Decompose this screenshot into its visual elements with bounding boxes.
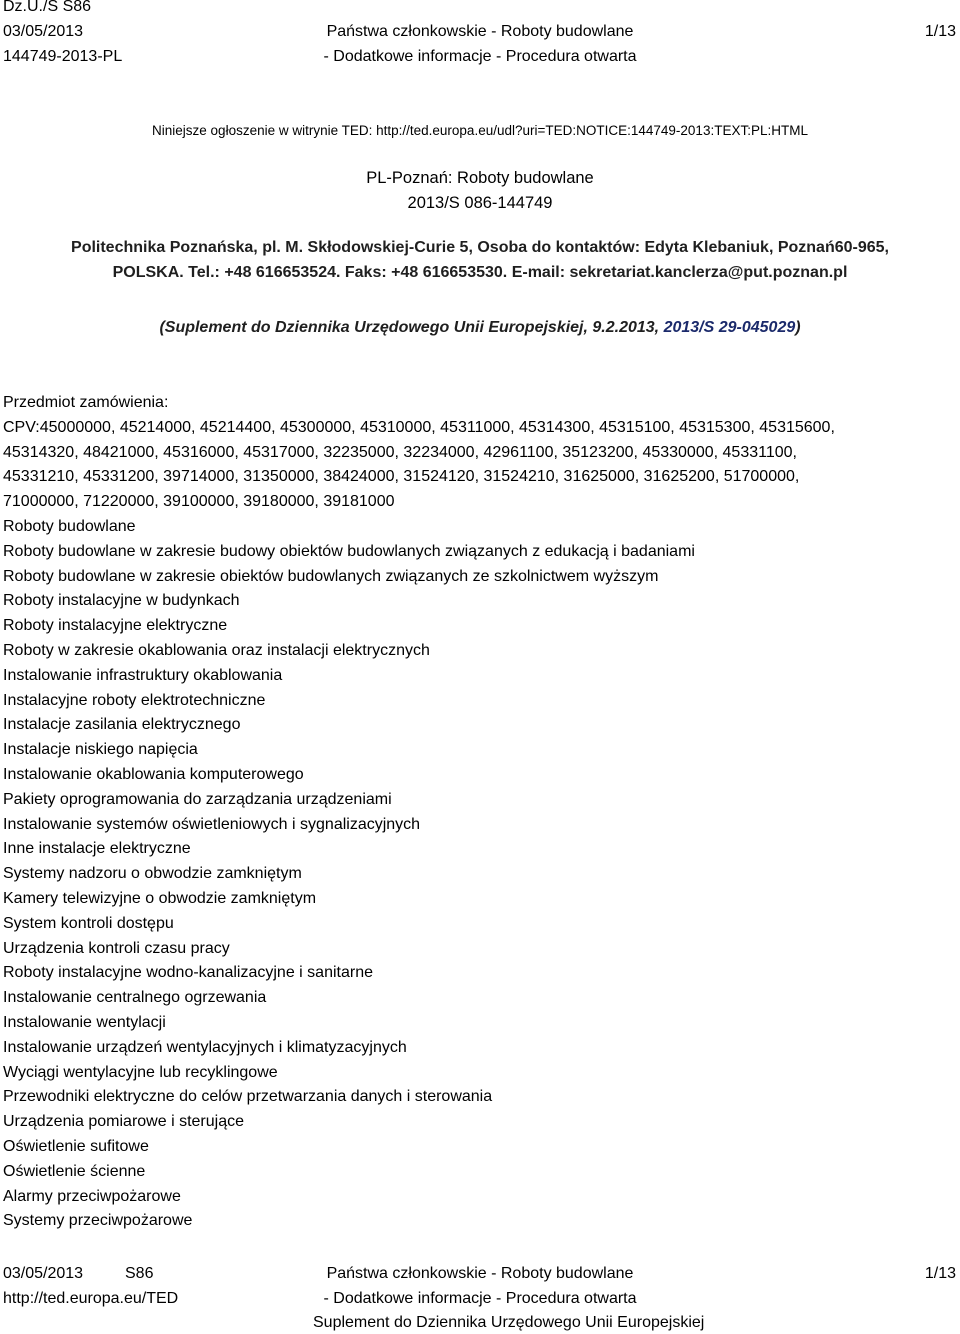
subject-item: Roboty instalacyjne elektryczne [3, 617, 228, 635]
contact-line-1: Politechnika Poznańska, pl. M. Skłodowskiej-Curie 5, Osoba do kontaktów: Edyta Klebaniuk, Poznań60-965, [71, 239, 889, 256]
subject-item: Instalowanie centralnego ogrzewania [3, 989, 267, 1007]
header-title-line2: - Dodatkowe informacje - Procedura otwarta [323, 48, 637, 65]
footer-date: 03/05/2013 [3, 1265, 84, 1282]
subject-item: Inne instalacje elektryczne [3, 840, 191, 858]
cpv-line: 71000000, 71220000, 39100000, 39180000, 39181000 [3, 493, 395, 511]
subject-item: Wyciągi wentylacyjne lub recyklingowe [3, 1063, 278, 1081]
notice-title: PL-Poznań: Roboty budowlane [366, 169, 594, 187]
subject-item: Instalowanie wentylacji [3, 1013, 166, 1031]
subject-section [3, 391, 953, 1234]
subject-item: Roboty budowlane w zakresie obiektów budowlanych związanych ze szkolnictwem wyższym [3, 567, 659, 585]
header-title-line1: Państwa członkowskie - Roboty budowlane [326, 23, 634, 40]
subject-item: Instalowanie okablowania komputerowego [3, 765, 304, 783]
subject-item: Oświetlenie sufitowe [3, 1137, 149, 1155]
footer-title-line3: Suplement do Dziennika Urzędowego Unii Europejskiej [313, 1314, 705, 1331]
cpv-line: 45331210, 45331200, 39714000, 31350000, 38424000, 31524120, 31524210, 31625000, 31625200, 51700000, [3, 468, 800, 486]
supplement-link[interactable]: 2013/S 29-045029 [663, 319, 796, 336]
subject-item: Przewodniki elektryczne do celów przetwarzania danych i sterowania [3, 1088, 493, 1106]
subject-item: Roboty instalacyjne w budynkach [3, 592, 240, 610]
subject-item: Systemy nadzoru o obwodzie zamkniętym [3, 865, 302, 883]
subject-item: Pakiety oprogramowania do zarządzania urządzeniami [3, 790, 392, 808]
subject-item: Roboty budowlane [3, 517, 136, 535]
subject-item: Systemy przeciwpożarowe [3, 1212, 193, 1230]
subject-item: Roboty w zakresie okablowania oraz instalacji elektrycznych [3, 641, 430, 659]
subject-item: Instalowanie systemów oświetleniowych i sygnalizacyjnych [3, 815, 421, 833]
subject-heading: Przedmiot zamówienia: [3, 394, 169, 411]
footer-series: S86 [125, 1265, 154, 1282]
subject-item: Instalacyjne roboty elektrotechniczne [3, 691, 266, 709]
footer-title-line1: Państwa członkowskie - Roboty budowlane [326, 1265, 634, 1282]
subject-item: Roboty instalacyjne wodno-kanalizacyjne i sanitarne [3, 964, 373, 982]
subject-item: Urządzenia pomiarowe i sterujące [3, 1113, 244, 1131]
supplement-reference [0, 316, 960, 340]
contact-line-2: POLSKA. Tel.: +48 616653524. Faks: +48 616653530. E-mail: sekretariat.kanclerza@put.poznan.pl [112, 264, 848, 281]
footer-page-number: 1/13 [924, 1265, 956, 1282]
subject-item: Instalacje niskiego napięcia [3, 741, 198, 759]
cpv-line: 45314320, 48421000, 45316000, 45317000, 32235000, 32234000, 42961100, 35123200, 45330000, 45331100, [3, 443, 797, 461]
footer-url[interactable]: http://ted.europa.eu/TED [3, 1290, 179, 1307]
supplement-prefix: (Suplement do Dziennika Urzędowego Unii Europejskiej, 9.2.2013, [159, 319, 664, 336]
subject-item: Urządzenia kontroli czasu pracy [3, 939, 230, 957]
subject-item: System kontroli dostępu [3, 914, 174, 932]
footer-title-line2: - Dodatkowe informacje - Procedura otwarta [323, 1290, 637, 1307]
subject-item: Roboty budowlane w zakresie budowy obiektów budowlanych związanych z edukacją i badaniami [3, 542, 695, 560]
header-date: 03/05/2013 [3, 23, 84, 40]
subject-item: Alarmy przeciwpożarowe [3, 1187, 181, 1205]
cpv-line: CPV:45000000, 45214000, 45214400, 45300000, 45310000, 45311000, 45314300, 45315100, 45315300, 45315600, [3, 418, 835, 436]
header-page-number: 1/13 [924, 23, 956, 40]
subject-item: Oświetlenie ścienne [3, 1162, 146, 1180]
subject-item: Instalowanie urządzeń wentylacyjnych i klimatyzacyjnych [3, 1038, 407, 1056]
journal-ref: Dz.U./S S86 [3, 0, 92, 15]
subject-item: Instalowanie infrastruktury okablowania [3, 666, 283, 684]
subject-item: Instalacje zasilania elektrycznego [3, 716, 241, 734]
supplement-suffix: ) [795, 319, 801, 336]
subject-item: Kamery telewizyjne o obwodzie zamkniętym [3, 889, 317, 907]
notice-number: 2013/S 086-144749 [407, 194, 553, 212]
header-notice-id: 144749-2013-PL [3, 48, 123, 65]
ted-notice-link[interactable]: Niniejsze ogłoszenie w witrynie TED: http://ted.europa.eu/udl?uri=TED:NOTICE:144749-2013:TEXT:PL:HTML [152, 123, 808, 138]
